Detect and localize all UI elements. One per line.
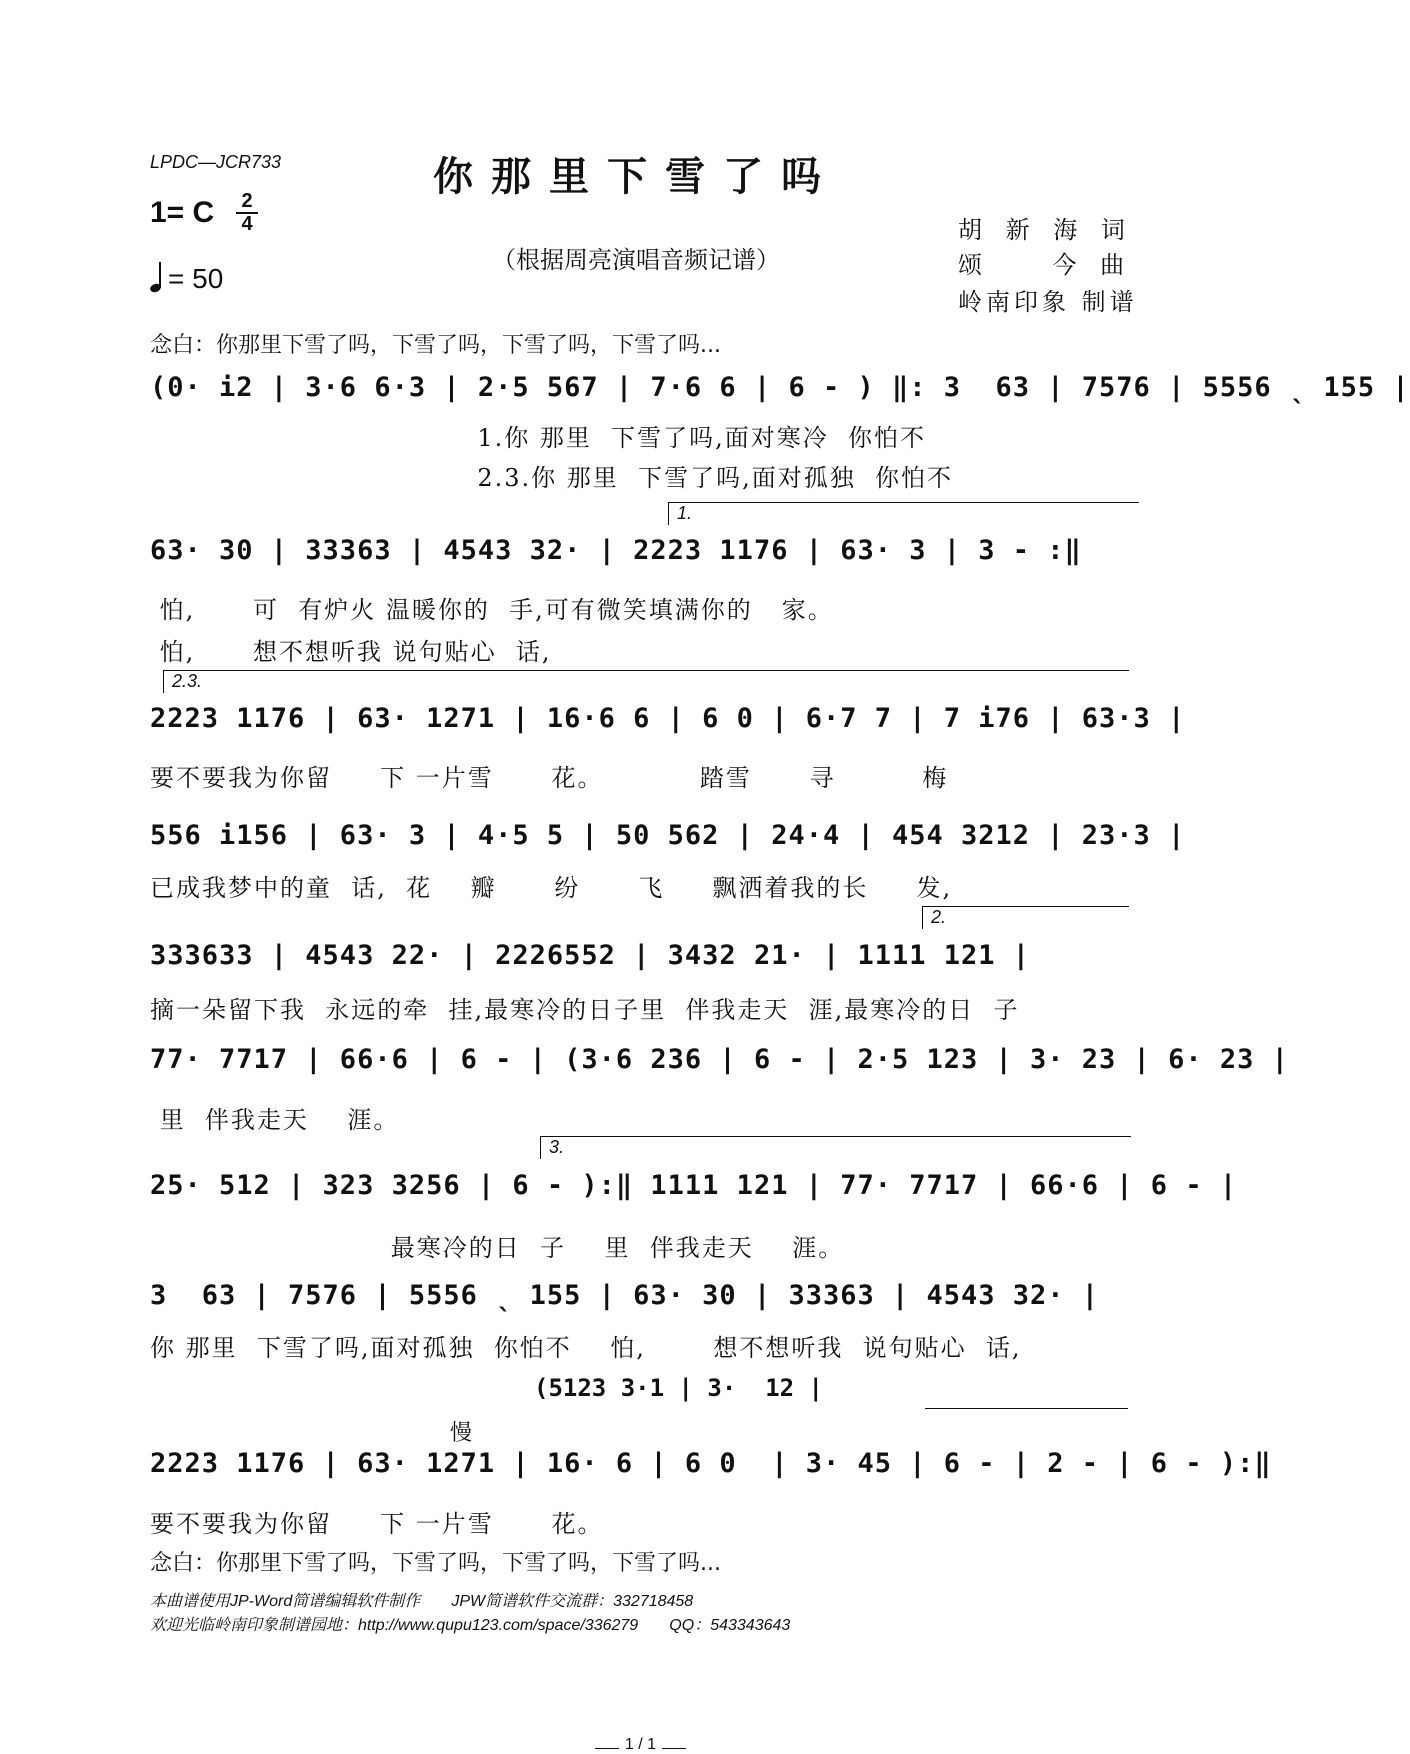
time-numerator: 2: [241, 190, 253, 212]
lyric-line-4: 已成我梦中的童 话, 花 瓣 纷 飞 飘洒着我的长 发,: [150, 874, 953, 902]
music-line-2: 63· 30 | 33363 | 4543 32· | 2223 1176 | 63· 3 | 3 - :‖: [150, 535, 1082, 566]
page-number: 1 / 1: [0, 1718, 1272, 1754]
music-line-8: 3 63 | 7576 | 5556 ˎ 155 | 63· 30 | 33363 | 4543 32· |: [150, 1280, 1100, 1311]
music-line-1: (0· i2 | 3·6 6·3 | 2·5 567 | 7·6 6 | 6 - ) ‖: 3 63 | 7576 | 5556 ˎ 155 |: [150, 372, 1410, 403]
recitation-bottom: 念白：你那里下雪了吗，下雪了吗，下雪了吗，下雪了吗...: [150, 1551, 721, 1576]
lyric-line-1a: 1.你 那里 下雪了吗,面对寒冷 你怕不: [150, 424, 927, 452]
ending-line: [925, 1408, 1128, 1423]
quarter-note-icon: [150, 262, 164, 292]
song-title: 你那里下雪了吗: [433, 153, 839, 200]
music-line-7: 25· 512 | 323 3256 | 6 - ):‖ 1111 121 | 77· 7717 | 66·6 | 6 - |: [150, 1170, 1238, 1201]
volta-bracket-23: 2.3.: [163, 670, 1129, 693]
music-line-6: 77· 7717 | 66·6 | 6 - | (3·6 236 | 6 - | 2·5 123 | 3· 23 | 6· 23 |: [150, 1044, 1289, 1075]
music-line-9: 2223 1176 | 63· 1271 | 16· 6 | 6 0 | 3· 45 | 6 - | 2 - | 6 - ):‖: [150, 1448, 1272, 1479]
key-signature: 1= C: [150, 196, 215, 229]
tempo-marking: [150, 262, 223, 295]
composer-credit: 颂 今 曲: [958, 251, 1133, 279]
lyricist-credit: 胡 新 海 词: [958, 216, 1133, 244]
song-subtitle: （根据周亮演唱音频记谱）: [492, 246, 780, 274]
volta-bracket-2: 2.: [922, 906, 1129, 929]
tempo-value: = 50: [168, 263, 224, 294]
slow-marking: 慢: [450, 1421, 473, 1446]
recitation-top: 念白：你那里下雪了吗，下雪了吗，下雪了吗，下雪了吗...: [150, 333, 721, 358]
lyric-line-8: 你 那里 下雪了吗,面对孤独 你怕不 怕, 想不想听我 说句贴心 话,: [150, 1334, 1022, 1362]
music-line-5: 333633 | 4543 22· | 2226552 | 3432 21· | 1111 121 |: [150, 940, 1031, 971]
footer-line-2: 欢迎光临岭南印象制谱园地：http://www.qupu123.com/space/336279 QQ：543343643: [150, 1617, 791, 1634]
lyric-line-2a: 怕, 可 有炉火 温暖你的 手,可有微笑填满你的 家。: [150, 596, 834, 624]
lyric-line-1b: 2.3.你 那里 下雪了吗,面对孤独 你怕不: [150, 464, 953, 492]
arranger-credit: 岭南印象 制谱: [958, 288, 1138, 316]
volta-bracket-3: 3.: [540, 1136, 1131, 1159]
lyric-line-2b: 怕, 想不想听我 说句贴心 话,: [150, 638, 552, 666]
time-denominator: 4: [241, 213, 253, 235]
music-line-4: 556 i156 | 63· 3 | 4·5 5 | 50 562 | 24·4 | 454 3212 | 23·3 |: [150, 820, 1186, 851]
lyric-line-6: 里 伴我走天 涯。: [150, 1106, 400, 1134]
lyric-line-3: 要不要我为你留 下 一片雪 花。 踏雪 寻 梅: [150, 764, 949, 792]
music-line-3: 2223 1176 | 63· 1271 | 16·6 6 | 6 0 | 6·7 7 | 7 i76 | 63·3 |: [150, 703, 1186, 734]
lyric-line-9: 要不要我为你留 下 一片雪 花。: [150, 1510, 604, 1538]
volta-bracket-1: 1.: [668, 502, 1139, 525]
lyric-line-7: 最寒冷的日 子 里 伴我走天 涯。: [150, 1234, 845, 1262]
time-signature: [236, 192, 258, 234]
footer-line-1: 本曲谱使用JP-Word简谱编辑软件制作 JPW简谱软件交流群：332718458: [150, 1593, 694, 1610]
instrumental-fill: (5123 3·1 | 3· 12 |: [534, 1374, 823, 1402]
lyric-line-5: 摘一朵留下我 永远的牵 挂,最寒冷的日子里 伴我走天 涯,最寒冷的日 子: [150, 996, 1020, 1024]
score-code: LPDC—JCR733: [150, 152, 282, 172]
